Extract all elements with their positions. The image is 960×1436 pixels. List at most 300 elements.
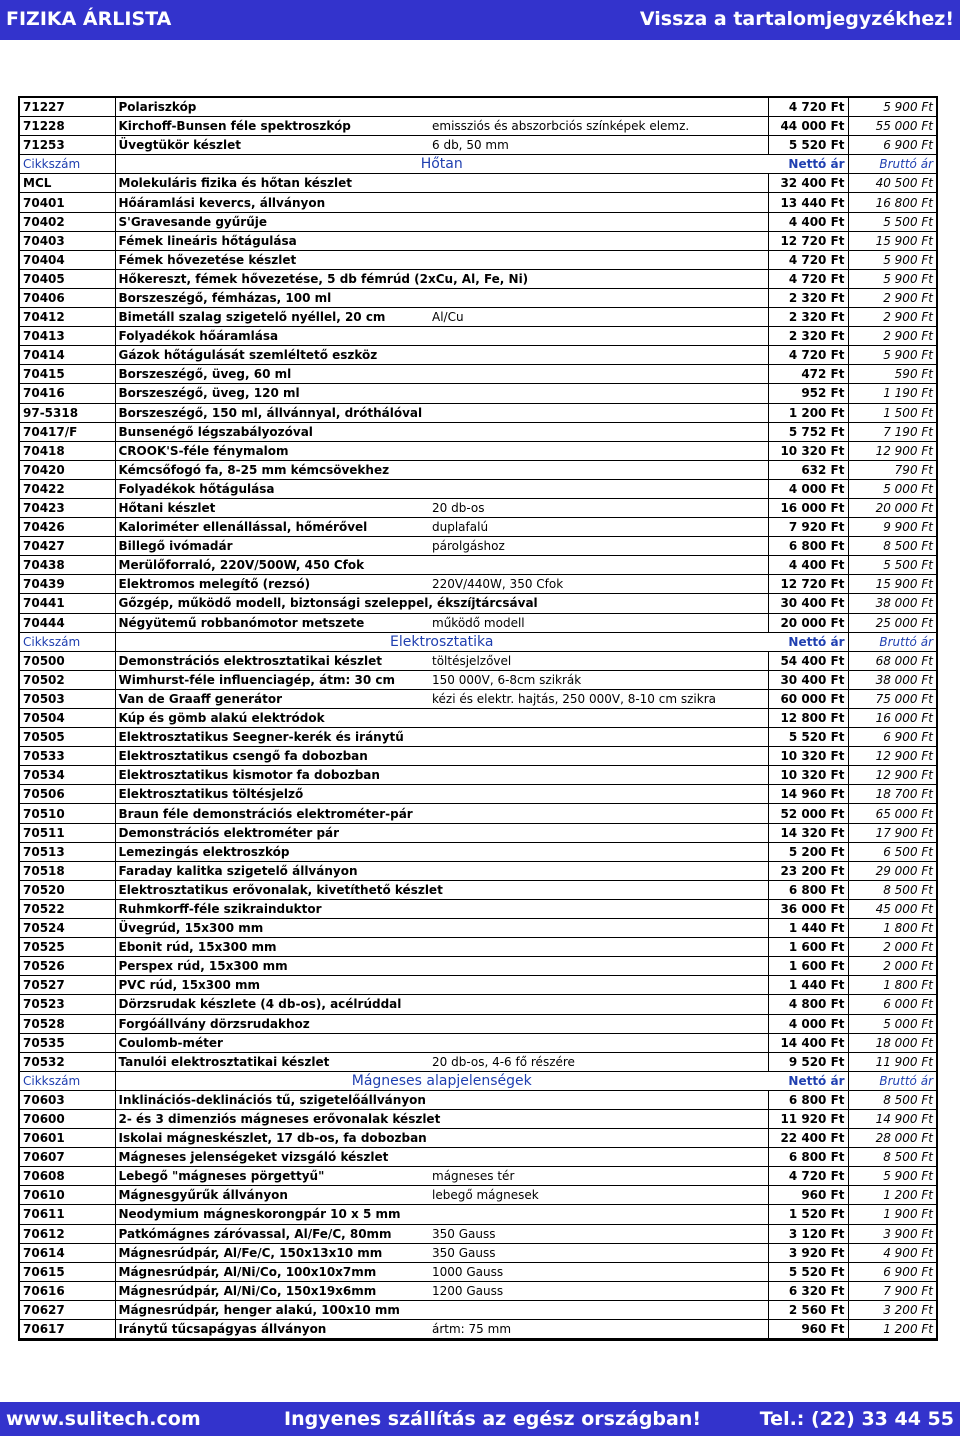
item-note <box>429 1109 768 1128</box>
item-code: 70526 <box>20 957 115 976</box>
table-row <box>20 899 936 918</box>
item-name: Borszeszégő, fémházas, 100 ml <box>115 288 429 307</box>
item-name: Borszeszégő, üveg, 120 ml <box>115 384 429 403</box>
net-price: 960 Ft <box>768 1186 848 1205</box>
item-note: kézi és elektr. hajtás, 250 000V, 8-10 cm szikra <box>429 689 768 708</box>
net-price: 20 000 Ft <box>768 613 848 632</box>
net-price: 12 720 Ft <box>768 575 848 594</box>
item-note: 1200 Gauss <box>429 1281 768 1300</box>
table-row <box>20 1014 936 1033</box>
table-row <box>20 1320 936 1339</box>
gross-price: 6 900 Ft <box>848 1262 936 1281</box>
item-code: 70527 <box>20 976 115 995</box>
net-price: 10 320 Ft <box>768 441 848 460</box>
gross-price: 790 Ft <box>848 460 936 479</box>
item-name: Üvegtükör készlet <box>115 136 429 155</box>
item-code: 70524 <box>20 919 115 938</box>
net-price: 1 440 Ft <box>768 919 848 938</box>
item-note <box>429 288 768 307</box>
table-row <box>20 498 936 517</box>
item-code: 70504 <box>20 709 115 728</box>
gross-price: 8 500 Ft <box>848 537 936 556</box>
net-price: 6 800 Ft <box>768 1148 848 1167</box>
table-row <box>20 651 936 670</box>
gross-price: 12 900 Ft <box>848 441 936 460</box>
price-table <box>20 98 936 1339</box>
section-title: Mágneses alapjelenségek <box>115 1071 768 1090</box>
table-row <box>20 136 936 155</box>
item-code: 70406 <box>20 288 115 307</box>
item-name: Bunsenégő légszabályozóval <box>115 422 429 441</box>
table-row <box>20 365 936 384</box>
item-name: Fémek lineáris hőtágulása <box>115 231 429 250</box>
item-code: 70505 <box>20 728 115 747</box>
table-row <box>20 919 936 938</box>
net-price: 5 520 Ft <box>768 728 848 747</box>
gross-price: 38 000 Ft <box>848 670 936 689</box>
gross-price: 6 900 Ft <box>848 728 936 747</box>
gross-price: 9 900 Ft <box>848 518 936 537</box>
net-price: 4 720 Ft <box>768 1167 848 1186</box>
gross-price: 25 000 Ft <box>848 613 936 632</box>
item-name: Kirchoff-Bunsen féle spektroszkóp <box>115 117 429 136</box>
item-name: Forgóállvány dörzsrudakhoz <box>115 1014 429 1033</box>
item-code: 70444 <box>20 613 115 632</box>
net-price: 4 720 Ft <box>768 269 848 288</box>
table-row <box>20 1205 936 1224</box>
net-price: 2 320 Ft <box>768 288 848 307</box>
item-note: 220V/440W, 350 Cfok <box>429 575 768 594</box>
table-row <box>20 670 936 689</box>
item-note <box>429 1148 768 1167</box>
item-note <box>429 976 768 995</box>
column-header-net-price: Nettó ár <box>768 1071 848 1090</box>
item-name: Hőtani készlet <box>115 498 429 517</box>
gross-price: 29 000 Ft <box>848 861 936 880</box>
item-name: Borszeszégő, üveg, 60 ml <box>115 365 429 384</box>
net-price: 10 320 Ft <box>768 766 848 785</box>
gross-price: 68 000 Ft <box>848 651 936 670</box>
item-name: Gázok hőtágulását szemléltető eszköz <box>115 346 429 365</box>
table-row <box>20 518 936 537</box>
gross-price: 18 000 Ft <box>848 1033 936 1052</box>
item-note: ártm: 75 mm <box>429 1320 768 1339</box>
item-note <box>429 804 768 823</box>
net-price: 4 400 Ft <box>768 556 848 575</box>
table-row <box>20 460 936 479</box>
price-table-body <box>20 98 936 1339</box>
item-name: Iskolai mágneskészlet, 17 db-os, fa dobozban <box>115 1129 429 1148</box>
table-row <box>20 1262 936 1281</box>
table-row <box>20 1300 936 1319</box>
net-price: 36 000 Ft <box>768 899 848 918</box>
section-header-row <box>20 155 936 174</box>
gross-price: 5 900 Ft <box>848 250 936 269</box>
item-note <box>429 384 768 403</box>
item-code: 70414 <box>20 346 115 365</box>
table-row <box>20 709 936 728</box>
gross-price: 28 000 Ft <box>848 1129 936 1148</box>
item-code: 70617 <box>20 1320 115 1339</box>
item-note <box>429 460 768 479</box>
net-price: 7 920 Ft <box>768 518 848 537</box>
table-row <box>20 689 936 708</box>
table-row <box>20 880 936 899</box>
net-price: 32 400 Ft <box>768 174 848 193</box>
table-row <box>20 1109 936 1128</box>
net-price: 14 320 Ft <box>768 823 848 842</box>
section-title: Hőtan <box>115 155 768 174</box>
item-code: 70513 <box>20 842 115 861</box>
item-name: Mágnesrúdpár, Al/Ni/Co, 150x19x6mm <box>115 1281 429 1300</box>
item-code: 70535 <box>20 1033 115 1052</box>
item-note <box>429 231 768 250</box>
item-code: 70426 <box>20 518 115 537</box>
net-price: 4 000 Ft <box>768 479 848 498</box>
gross-price: 3 900 Ft <box>848 1224 936 1243</box>
item-note <box>429 995 768 1014</box>
item-note: párolgáshoz <box>429 537 768 556</box>
table-row <box>20 938 936 957</box>
gross-price: 1 900 Ft <box>848 1205 936 1224</box>
item-name: Inklinációs-deklinációs tű, szigetelőállványon <box>115 1090 429 1109</box>
item-name: Négyütemű robbanómotor metszete <box>115 613 429 632</box>
item-name: Billegő ivómadár <box>115 537 429 556</box>
item-note <box>429 250 768 269</box>
item-note <box>429 842 768 861</box>
item-name: Borszeszégő, 150 ml, állvánnyal, dróthálóval <box>115 403 429 422</box>
column-header-code: Cikkszám <box>20 1071 115 1090</box>
net-price: 1 440 Ft <box>768 976 848 995</box>
item-name: Elektromos melegítő (rezsó) <box>115 575 429 594</box>
column-header-gross-price: Bruttó ár <box>848 632 936 651</box>
item-code: 70523 <box>20 995 115 1014</box>
net-price: 23 200 Ft <box>768 861 848 880</box>
net-price: 960 Ft <box>768 1320 848 1339</box>
column-header-code: Cikkszám <box>20 155 115 174</box>
table-row <box>20 575 936 594</box>
item-name: Neodymium mágneskorongpár 10 x 5 mm <box>115 1205 429 1224</box>
column-header-net-price: Nettó ár <box>768 632 848 651</box>
table-row <box>20 98 936 117</box>
table-row <box>20 1224 936 1243</box>
gross-price: 5 900 Ft <box>848 98 936 117</box>
item-note <box>429 422 768 441</box>
table-row <box>20 861 936 880</box>
net-price: 4 720 Ft <box>768 346 848 365</box>
item-code: 71228 <box>20 117 115 136</box>
item-note <box>429 1014 768 1033</box>
item-code: 70422 <box>20 479 115 498</box>
net-price: 2 320 Ft <box>768 327 848 346</box>
website-link[interactable]: www.sulitech.com <box>6 1408 201 1430</box>
gross-price: 5 000 Ft <box>848 479 936 498</box>
item-name: Mágneses jelenségeket vizsgáló készlet <box>115 1148 429 1167</box>
item-name: Elektrosztatikus töltésjelző <box>115 785 429 804</box>
item-code: 70439 <box>20 575 115 594</box>
gross-price: 1 200 Ft <box>848 1320 936 1339</box>
item-code: 70413 <box>20 327 115 346</box>
item-code: 70614 <box>20 1243 115 1262</box>
net-price: 4 720 Ft <box>768 98 848 117</box>
gross-price: 45 000 Ft <box>848 899 936 918</box>
table-row <box>20 212 936 231</box>
table-row <box>20 728 936 747</box>
item-name: Folyadékok hőtágulása <box>115 479 429 498</box>
gross-price: 11 900 Ft <box>848 1052 936 1071</box>
table-row <box>20 613 936 632</box>
table-row <box>20 823 936 842</box>
table-row <box>20 785 936 804</box>
item-name: Polariszkóp <box>115 98 429 117</box>
gross-price: 4 900 Ft <box>848 1243 936 1262</box>
item-code: 70612 <box>20 1224 115 1243</box>
gross-price: 5 000 Ft <box>848 1014 936 1033</box>
item-code: 70438 <box>20 556 115 575</box>
gross-price: 3 200 Ft <box>848 1300 936 1319</box>
item-code: 71227 <box>20 98 115 117</box>
item-code: 70532 <box>20 1052 115 1071</box>
item-name: CROOK'S-féle fénymalom <box>115 441 429 460</box>
item-note: Al/Cu <box>429 308 768 327</box>
net-price: 5 200 Ft <box>768 842 848 861</box>
item-code: 70503 <box>20 689 115 708</box>
item-name: Iránytű tűcsapágyas állványon <box>115 1320 429 1339</box>
gross-price: 15 900 Ft <box>848 231 936 250</box>
item-code: 70506 <box>20 785 115 804</box>
item-name: Elektrosztatikus kismotor fa dobozban <box>115 766 429 785</box>
item-code: 97-5318 <box>20 403 115 422</box>
table-row <box>20 1033 936 1052</box>
gross-price: 17 900 Ft <box>848 823 936 842</box>
item-name: S'Gravesande gyűrűje <box>115 212 429 231</box>
item-note <box>429 556 768 575</box>
item-code: 70416 <box>20 384 115 403</box>
item-code: 70607 <box>20 1148 115 1167</box>
net-price: 472 Ft <box>768 365 848 384</box>
item-name: Demonstrációs elektrométer pár <box>115 823 429 842</box>
item-code: 70600 <box>20 1109 115 1128</box>
item-note <box>429 403 768 422</box>
item-note <box>429 1129 768 1148</box>
gross-price: 8 500 Ft <box>848 1148 936 1167</box>
net-price: 5 520 Ft <box>768 1262 848 1281</box>
item-code: 70608 <box>20 1167 115 1186</box>
table-row <box>20 766 936 785</box>
item-code: 70522 <box>20 899 115 918</box>
item-code: 70502 <box>20 670 115 689</box>
net-price: 632 Ft <box>768 460 848 479</box>
table-row <box>20 422 936 441</box>
item-code: 70402 <box>20 212 115 231</box>
item-name: Elektrosztatikus erővonalak, kivetíthető készlet <box>115 880 429 899</box>
item-name: Ruhmkorff-féle szikrainduktor <box>115 899 429 918</box>
item-name: Wimhurst-féle influenciagép, átm: 30 cm <box>115 670 429 689</box>
net-price: 6 800 Ft <box>768 880 848 899</box>
item-code: 70511 <box>20 823 115 842</box>
table-row <box>20 1052 936 1071</box>
table-row <box>20 747 936 766</box>
item-code: MCL <box>20 174 115 193</box>
item-code: 70533 <box>20 747 115 766</box>
net-price: 12 720 Ft <box>768 231 848 250</box>
item-note: lebegő mágnesek <box>429 1186 768 1205</box>
item-note <box>429 212 768 231</box>
item-note <box>429 174 768 193</box>
column-header-gross-price: Bruttó ár <box>848 155 936 174</box>
column-header-net-price: Nettó ár <box>768 155 848 174</box>
table-row <box>20 1186 936 1205</box>
item-code: 70611 <box>20 1205 115 1224</box>
table-row <box>20 1090 936 1109</box>
item-note <box>429 823 768 842</box>
item-note: 350 Gauss <box>429 1243 768 1262</box>
net-price: 16 000 Ft <box>768 498 848 517</box>
item-code: 70420 <box>20 460 115 479</box>
item-name: Braun féle demonstrációs elektrométer-pár <box>115 804 429 823</box>
gross-price: 2 900 Ft <box>848 327 936 346</box>
gross-price: 7 900 Ft <box>848 1281 936 1300</box>
item-name: Lemezingás elektroszkóp <box>115 842 429 861</box>
item-code: 70441 <box>20 594 115 613</box>
page-title: FIZIKA ÁRLISTA <box>6 8 172 30</box>
item-note <box>429 193 768 212</box>
net-price: 1 200 Ft <box>768 403 848 422</box>
item-name: Mágnesrúdpár, Al/Ni/Co, 100x10x7mm <box>115 1262 429 1281</box>
gross-price: 20 000 Ft <box>848 498 936 517</box>
back-to-contents-link[interactable]: Vissza a tartalomjegyzékhez! <box>639 8 954 30</box>
item-code: 70627 <box>20 1300 115 1319</box>
gross-price: 2 900 Ft <box>848 288 936 307</box>
item-code: 70427 <box>20 537 115 556</box>
item-code: 70417/F <box>20 422 115 441</box>
gross-price: 5 500 Ft <box>848 556 936 575</box>
item-note: töltésjelzővel <box>429 651 768 670</box>
table-row <box>20 556 936 575</box>
table-row <box>20 250 936 269</box>
net-price: 11 920 Ft <box>768 1109 848 1128</box>
table-row <box>20 288 936 307</box>
gross-price: 14 900 Ft <box>848 1109 936 1128</box>
gross-price: 40 500 Ft <box>848 174 936 193</box>
net-price: 10 320 Ft <box>768 747 848 766</box>
item-name: Mágnesrúdpár, henger alakú, 100x10 mm <box>115 1300 429 1319</box>
net-price: 2 560 Ft <box>768 1300 848 1319</box>
net-price: 9 520 Ft <box>768 1052 848 1071</box>
table-row <box>20 1281 936 1300</box>
gross-price: 590 Ft <box>848 365 936 384</box>
item-note <box>429 1300 768 1319</box>
shipping-note: Ingyenes szállítás az egész országban! <box>284 1408 702 1430</box>
item-note <box>429 1033 768 1052</box>
item-note <box>429 728 768 747</box>
table-row <box>20 1129 936 1148</box>
item-note: mágneses tér <box>429 1167 768 1186</box>
net-price: 3 920 Ft <box>768 1243 848 1262</box>
item-note <box>429 861 768 880</box>
gross-price: 1 500 Ft <box>848 403 936 422</box>
net-price: 6 800 Ft <box>768 1090 848 1109</box>
net-price: 22 400 Ft <box>768 1129 848 1148</box>
item-name: Bimetáll szalag szigetelő nyéllel, 20 cm <box>115 308 429 327</box>
item-name: Folyadékok hőáramlása <box>115 327 429 346</box>
item-code: 70528 <box>20 1014 115 1033</box>
item-name: Üvegrúd, 15x300 mm <box>115 919 429 938</box>
item-note <box>429 709 768 728</box>
item-code: 71253 <box>20 136 115 155</box>
table-row <box>20 479 936 498</box>
item-code: 70401 <box>20 193 115 212</box>
net-price: 4 800 Ft <box>768 995 848 1014</box>
gross-price: 8 500 Ft <box>848 1090 936 1109</box>
table-row <box>20 193 936 212</box>
item-note: 20 db-os <box>429 498 768 517</box>
item-note: emissziós és abszorbciós színképek elemz. <box>429 117 768 136</box>
item-code: 70405 <box>20 269 115 288</box>
item-note <box>429 479 768 498</box>
item-code: 70404 <box>20 250 115 269</box>
gross-price: 6 500 Ft <box>848 842 936 861</box>
item-name: Kúp és gömb alakú elektródok <box>115 709 429 728</box>
gross-price: 1 200 Ft <box>848 1186 936 1205</box>
item-name: Fémek hővezetése készlet <box>115 250 429 269</box>
item-code: 70603 <box>20 1090 115 1109</box>
item-code: 70418 <box>20 441 115 460</box>
item-note: 6 db, 50 mm <box>429 136 768 155</box>
net-price: 3 120 Ft <box>768 1224 848 1243</box>
item-note: 350 Gauss <box>429 1224 768 1243</box>
item-code: 70403 <box>20 231 115 250</box>
item-name: Perspex rúd, 15x300 mm <box>115 957 429 976</box>
item-name: Merülőforraló, 220V/500W, 450 Cfok <box>115 556 429 575</box>
item-name: Mágnesgyűrűk állványon <box>115 1186 429 1205</box>
item-code: 70510 <box>20 804 115 823</box>
table-row <box>20 327 936 346</box>
net-price: 54 400 Ft <box>768 651 848 670</box>
gross-price: 75 000 Ft <box>848 689 936 708</box>
item-name: Lebegő "mágneses pörgettyű" <box>115 1167 429 1186</box>
net-price: 4 000 Ft <box>768 1014 848 1033</box>
item-code: 70518 <box>20 861 115 880</box>
item-code: 70412 <box>20 308 115 327</box>
net-price: 12 800 Ft <box>768 709 848 728</box>
section-header-row <box>20 1071 936 1090</box>
item-note: 1000 Gauss <box>429 1262 768 1281</box>
table-row <box>20 842 936 861</box>
gross-price: 5 900 Ft <box>848 269 936 288</box>
table-row <box>20 174 936 193</box>
table-row <box>20 995 936 1014</box>
item-name: Hőáramlási kevercs, állványon <box>115 193 429 212</box>
gross-price: 15 900 Ft <box>848 575 936 594</box>
item-note <box>429 98 768 117</box>
net-price: 30 400 Ft <box>768 670 848 689</box>
footer-bar <box>0 1402 960 1436</box>
item-name: 2- és 3 dimenziós mágneses erővonalak készlet <box>115 1109 429 1128</box>
table-row <box>20 346 936 365</box>
table-row <box>20 441 936 460</box>
gross-price: 38 000 Ft <box>848 594 936 613</box>
section-header-row <box>20 632 936 651</box>
item-name: Patkómágnes záróvassal, Al/Fe/C, 80mm <box>115 1224 429 1243</box>
table-row <box>20 308 936 327</box>
gross-price: 8 500 Ft <box>848 880 936 899</box>
item-note <box>429 1205 768 1224</box>
gross-price: 65 000 Ft <box>848 804 936 823</box>
net-price: 60 000 Ft <box>768 689 848 708</box>
item-note <box>429 1090 768 1109</box>
item-note: 150 000V, 6-8cm szikrák <box>429 670 768 689</box>
